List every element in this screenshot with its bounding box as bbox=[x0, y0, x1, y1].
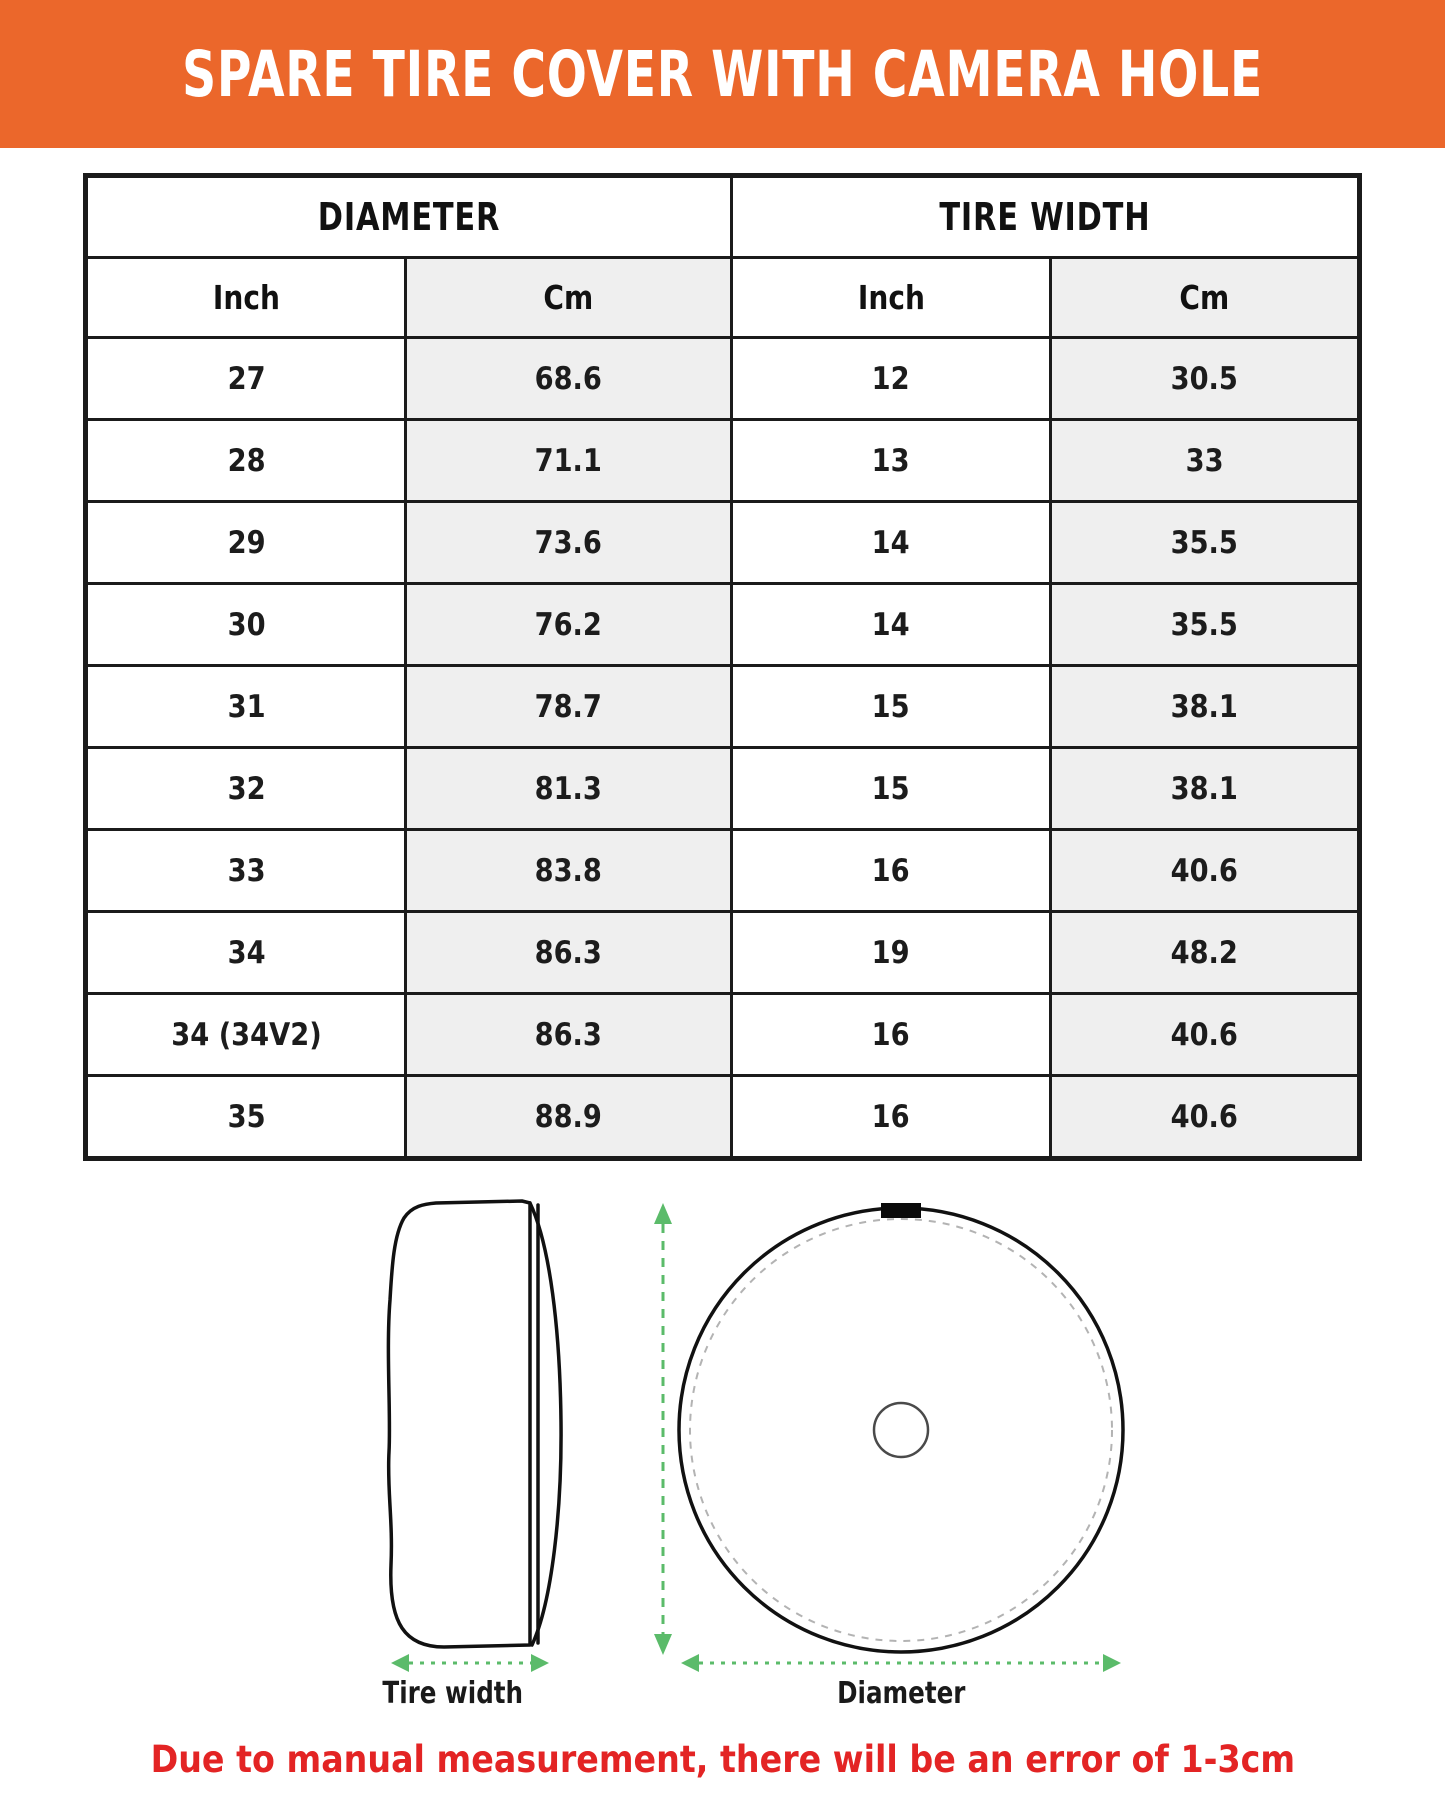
disclaimer-text: Due to manual measurement, there will be an error of 1-3cm bbox=[150, 1738, 1295, 1781]
tire-side-view-icon bbox=[388, 1201, 561, 1647]
value: 19 bbox=[872, 934, 911, 971]
table-row bbox=[87, 912, 1359, 994]
value: 32 bbox=[227, 770, 266, 807]
table-row bbox=[87, 584, 1359, 666]
value: 38.1 bbox=[1170, 688, 1239, 725]
tire-width-group-header-cell bbox=[731, 177, 1358, 258]
table-row bbox=[87, 830, 1359, 912]
table-row bbox=[87, 1076, 1359, 1158]
value: 33 bbox=[227, 852, 266, 889]
value: 40.6 bbox=[1170, 852, 1239, 889]
cell-diameter-inch bbox=[87, 1076, 406, 1158]
value: 31 bbox=[227, 688, 266, 725]
value: 48.2 bbox=[1170, 934, 1239, 971]
value: 68.6 bbox=[534, 360, 603, 397]
tire-width-arrow-icon bbox=[391, 1654, 549, 1672]
value: 15 bbox=[872, 688, 911, 725]
cell-width-inch bbox=[731, 338, 1050, 420]
cell-width-cm bbox=[1051, 994, 1359, 1076]
cell-diameter-inch bbox=[87, 338, 406, 420]
value: 86.3 bbox=[534, 934, 603, 971]
cell-width-cm bbox=[1051, 502, 1359, 584]
diameter-inch-header-cell bbox=[87, 258, 406, 338]
cell-width-cm bbox=[1051, 748, 1359, 830]
cell-width-cm bbox=[1051, 584, 1359, 666]
table-row bbox=[87, 994, 1359, 1076]
banner bbox=[0, 0, 1445, 148]
value: 34 (34V2) bbox=[170, 1016, 322, 1053]
tire-width-group-label: TIRE WIDTH bbox=[939, 195, 1151, 239]
cell-width-inch bbox=[731, 994, 1050, 1076]
cell-diameter-inch bbox=[87, 584, 406, 666]
value: 38.1 bbox=[1170, 770, 1239, 807]
table-row bbox=[87, 502, 1359, 584]
value: 30.5 bbox=[1170, 360, 1239, 397]
cell-diameter-cm bbox=[406, 1076, 732, 1158]
value: 83.8 bbox=[534, 852, 603, 889]
value: 35.5 bbox=[1170, 606, 1239, 643]
size-table bbox=[85, 175, 1360, 1159]
value: 29 bbox=[227, 524, 266, 561]
cell-diameter-cm bbox=[406, 502, 732, 584]
cell-width-inch bbox=[731, 912, 1050, 994]
cell-diameter-inch bbox=[87, 502, 406, 584]
measurement-diagram bbox=[0, 1190, 1445, 1735]
value: 16 bbox=[872, 852, 911, 889]
cell-diameter-cm bbox=[406, 584, 732, 666]
value: 33 bbox=[1185, 442, 1224, 479]
cell-width-cm bbox=[1051, 912, 1359, 994]
value: 14 bbox=[872, 606, 911, 643]
center-hole-icon bbox=[874, 1403, 928, 1457]
value: 14 bbox=[872, 524, 911, 561]
cell-width-cm bbox=[1051, 666, 1359, 748]
value: 16 bbox=[872, 1098, 911, 1135]
cell-width-inch bbox=[731, 830, 1050, 912]
cell-width-cm bbox=[1051, 338, 1359, 420]
cell-diameter-cm bbox=[406, 912, 732, 994]
table-row bbox=[87, 666, 1359, 748]
camera-hole-marker bbox=[881, 1203, 921, 1218]
value: 12 bbox=[872, 360, 911, 397]
value: 81.3 bbox=[534, 770, 603, 807]
width-cm-header: Cm bbox=[1179, 278, 1230, 317]
table-group-header-row bbox=[87, 177, 1359, 258]
tire-front-view-icon bbox=[679, 1203, 1123, 1652]
disclaimer bbox=[0, 1738, 1445, 1781]
cell-width-cm bbox=[1051, 420, 1359, 502]
cell-diameter-cm bbox=[406, 748, 732, 830]
cell-diameter-cm bbox=[406, 994, 732, 1076]
cell-diameter-inch bbox=[87, 748, 406, 830]
value: 40.6 bbox=[1170, 1098, 1239, 1135]
width-inch-header: Inch bbox=[857, 278, 925, 317]
size-table-wrap bbox=[83, 173, 1362, 1161]
cell-diameter-cm bbox=[406, 338, 732, 420]
table-row bbox=[87, 338, 1359, 420]
diameter-label bbox=[791, 1676, 1011, 1711]
cell-width-cm bbox=[1051, 1076, 1359, 1158]
diameter-cm-header: Cm bbox=[543, 278, 594, 317]
value: 13 bbox=[872, 442, 911, 479]
value: 27 bbox=[227, 360, 266, 397]
value: 78.7 bbox=[534, 688, 603, 725]
cell-diameter-cm bbox=[406, 666, 732, 748]
value: 15 bbox=[872, 770, 911, 807]
tire-width-label-text: Tire width bbox=[382, 1676, 524, 1711]
cell-width-cm bbox=[1051, 830, 1359, 912]
diameter-cm-header-cell bbox=[406, 258, 732, 338]
cell-diameter-inch bbox=[87, 994, 406, 1076]
value: 28 bbox=[227, 442, 266, 479]
cell-diameter-inch bbox=[87, 666, 406, 748]
value: 71.1 bbox=[534, 442, 603, 479]
value: 35 bbox=[227, 1098, 266, 1135]
cell-diameter-inch bbox=[87, 420, 406, 502]
cell-diameter-inch bbox=[87, 830, 406, 912]
value: 76.2 bbox=[534, 606, 603, 643]
diameter-group-label: DIAMETER bbox=[317, 195, 501, 239]
value: 30 bbox=[227, 606, 266, 643]
table-row bbox=[87, 420, 1359, 502]
width-inch-header-cell bbox=[731, 258, 1050, 338]
value: 16 bbox=[872, 1016, 911, 1053]
value: 35.5 bbox=[1170, 524, 1239, 561]
value: 40.6 bbox=[1170, 1016, 1239, 1053]
diameter-vertical-arrow-icon bbox=[654, 1203, 672, 1655]
value: 86.3 bbox=[534, 1016, 603, 1053]
width-cm-header-cell bbox=[1051, 258, 1359, 338]
cell-width-inch bbox=[731, 584, 1050, 666]
value: 73.6 bbox=[534, 524, 603, 561]
table-row bbox=[87, 748, 1359, 830]
cell-diameter-cm bbox=[406, 830, 732, 912]
cell-width-inch bbox=[731, 666, 1050, 748]
diameter-group-header-cell bbox=[87, 177, 732, 258]
cell-width-inch bbox=[731, 502, 1050, 584]
cell-width-inch bbox=[731, 1076, 1050, 1158]
cell-width-inch bbox=[731, 748, 1050, 830]
diameter-inch-header: Inch bbox=[212, 278, 280, 317]
cell-diameter-cm bbox=[406, 420, 732, 502]
tire-width-label bbox=[343, 1676, 563, 1711]
cell-diameter-inch bbox=[87, 912, 406, 994]
table-subheader-row bbox=[87, 258, 1359, 338]
value: 88.9 bbox=[534, 1098, 603, 1135]
page-title: SPARE TIRE COVER WITH CAMERA HOLE bbox=[182, 37, 1263, 111]
value: 34 bbox=[227, 934, 266, 971]
diameter-arrow-icon bbox=[681, 1654, 1121, 1672]
diameter-label-text: Diameter bbox=[836, 1676, 966, 1711]
cell-width-inch bbox=[731, 420, 1050, 502]
